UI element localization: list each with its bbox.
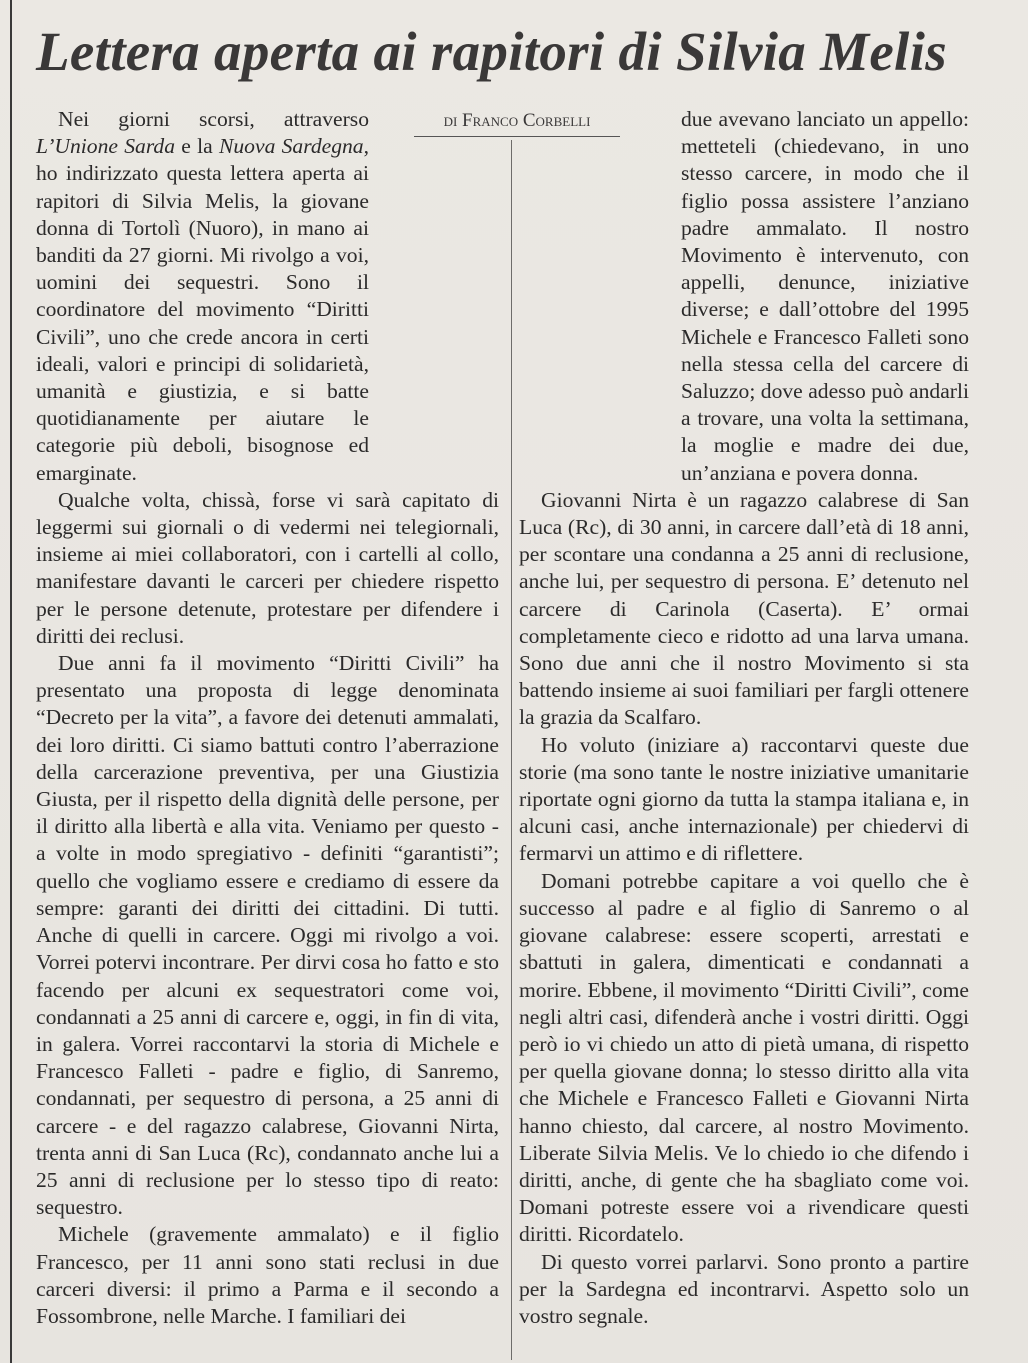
column-divider xyxy=(511,140,512,1360)
paragraph: Nei giorni scorsi, attraverso L’Unione Sarda e la Nuova Sardegna, ho indirizzato questa lettera aperta ai rapitori di Silvia Melis, la giovane donna di Tortolì (Nuoro), in mano ai banditi da 27 giorni. Mi rivolgo a voi, uomini dei sequestri. Sono il coordinatore del movimento “Diritti Civili”, uno che crede ancora in certi ideali, valori e principi di solidarietà, umanità e giustizia, e si batte quotidianamente per aiutare le categorie più deboli, bisognose ed emarginate. xyxy=(36,107,369,485)
column-left xyxy=(36,106,499,1330)
paragraph: Ho voluto (iniziare a) raccontarvi queste due storie (ma sono tante le nostre iniziative umanitarie riportate ogni giorno da tutta la stampa italiana e, in alcuni casi, anche internazionale) per chiedervi di fermarvi un attimo e di riflettere. xyxy=(519,732,969,866)
paragraph: Domani potrebbe capitare a voi quello che è successo al padre e al figlio di Sanremo o al giovane calabrese: essere scoperti, arrestati e sbattuti in galera, dimenticati e condannati a morire. Ebbene, il movimento “Diritti Civili”, come negli altri casi, difenderà anche i vostri diritti. Oggi però io vi chiedo un atto di pietà umana, di rispetto per quella giovane donna; lo stesso diritto alla vita che Michele e Francesco Falleti e Giovanni Nirta hanno chiesto, dal carcere, al nostro Movimento. Liberate Silvia Melis. Ve lo chiedo io che difendo i diritti, anche, di gente che ha sbagliato come voi. Domani potreste essere voi a rivendicare questi diritti. Ricordatelo. xyxy=(519,868,969,1247)
column-right xyxy=(519,106,969,1330)
paragraph: Qualche volta, chissà, forse vi sarà capitato di leggermi sui giornali o di vedermi nei telegiornali, insieme ai miei collaboratori, con i cartelli al collo, manifestare davanti le carceri per chiedere rispetto per le persone detenute, protestare per difendere i diritti dei reclusi. xyxy=(36,487,499,648)
byline: di Franco Corbelli xyxy=(414,108,620,137)
article-headline: Lettera aperta ai rapitori di Silvia Melis xyxy=(36,21,947,82)
paragraph: Due anni fa il movimento “Diritti Civili” ha presentato una proposta di legge denominata “Decreto per la vita”, a favore dei detenuti ammalati, dei loro diritti. Ci siamo battuti contro l’aberrazione della carcerazione preventiva, per una Giustizia Giusta, per il rispetto della dignità delle persone, per il diritto alla libertà e alla vita. Veniamo per questo - a volte in modo spregiativo - definiti “garantisti”; quello che vogliamo essere e crediamo di essere da sempre: garanti dei diritti dei cittadini. Di tutti. Anche di quelli in carcere. Oggi mi rivolgo a voi. Vorrei potervi incontrare. Per dirvi cosa ho fatto e sto facendo per alcuni ex sequestratori come voi, condannati a 25 anni di carcere e, oggi, in fin di vita, in galera. Vorrei raccontarvi la storia di Michele e Francesco Falleti - padre e figlio, di Sanremo, condannati, per sequestro di persona, a 25 anni di carcere - e del ragazzo calabrese, Giovanni Nirta, trenta anni di San Luca (Rc), condannato anche lui a 25 anni di reclusione per lo stesso tipo di reato: sequestro. xyxy=(36,651,499,1220)
paragraph: Michele (gravemente ammalato) e il figlio Francesco, per 11 anni sono stati reclusi in due carceri diversi: il primo a Parma e il secondo a Fossombrone, nelle Marche. I familiari dei xyxy=(36,1222,499,1328)
publication-name: L’Unione Sarda xyxy=(36,134,176,159)
publication-name: Nuova Sardegna xyxy=(218,134,364,159)
paragraph: Giovanni Nirta è un ragazzo calabrese di San Luca (Rc), di 30 anni, in carcere dall’età di 18 anni, per scontare una condanna a 25 anni di reclusione, anche lui, per sequestro di persona. E’ detenuto nel carcere di Carinola (Caserta). E’ ormai completamente cieco e ridotto ad una larva umana. Sono due anni che il nostro Movimento si sta battendo insieme ai suoi familiari per fargli ottenere la grazia da Scalfaro. xyxy=(519,487,969,730)
paragraph: due avevano lanciato un appello: metteteli (chiedevano, in uno stesso carcere, in modo che il figlio possa assistere l’anziano padre ammalato. Il nostro Movimento è intervenuto, con appelli, denunce, iniziative diverse; e dall’ottobre del 1995 Michele e Francesco Falleti sono nella stessa cella del carcere di Saluzzo; dove adesso può andarli a trovare, una volta la settimana, la moglie e madre dei due, un’anziana e povera donna. xyxy=(681,107,969,485)
paragraph: Di questo vorrei parlarvi. Sono pronto a partire per la Sardegna ed incontrarvi. Aspetto solo un vostro segnale. xyxy=(519,1249,969,1328)
left-margin-rule xyxy=(10,0,12,1363)
